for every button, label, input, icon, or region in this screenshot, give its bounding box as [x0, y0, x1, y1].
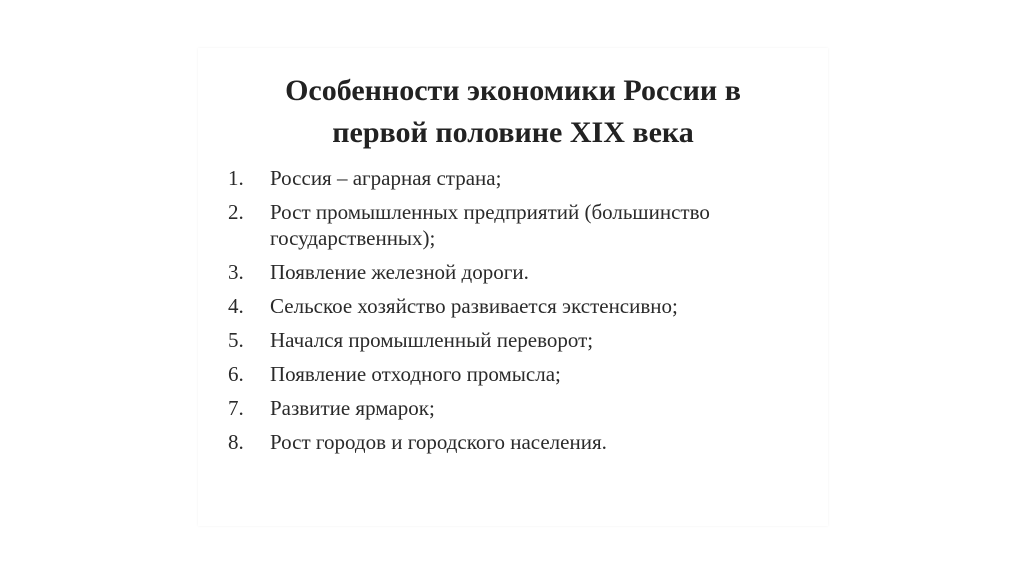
slide [198, 48, 828, 526]
list-item [228, 259, 818, 285]
list-item-number: 7. [228, 396, 244, 420]
list-item [228, 395, 818, 421]
list-item [228, 361, 818, 387]
list-item [228, 327, 818, 353]
list-item-text: Появление отходного промысла; [270, 362, 561, 386]
slide-title [198, 70, 828, 154]
list-item-text: Сельское хозяйство развивается экстенсивно; [270, 294, 678, 318]
list-item-text: Россия – аграрная страна; [270, 166, 502, 190]
list-item-text: Рост промышленных предприятий (большинство государственных); [270, 200, 710, 250]
feature-list [228, 165, 818, 463]
list-item-number: 3. [228, 260, 244, 284]
list-item-text: Начался промышленный переворот; [270, 328, 594, 352]
list-item [228, 165, 818, 191]
list-item-text: Рост городов и городского населения. [270, 430, 607, 454]
list-item-number: 4. [228, 294, 244, 318]
list-item-number: 6. [228, 362, 244, 386]
list-item-number: 5. [228, 328, 244, 352]
list-item-number: 8. [228, 430, 244, 454]
list-item [228, 199, 818, 251]
list-item-text: Появление железной дороги. [270, 260, 529, 284]
list-item-number: 2. [228, 200, 244, 224]
list-item [228, 429, 818, 455]
list-item-number: 1. [228, 166, 244, 190]
list-item-text: Развитие ярмарок; [270, 396, 435, 420]
title-line-1: Особенности экономики России в [285, 74, 741, 107]
list-item [228, 293, 818, 319]
title-line-2: первой половине XIX века [332, 116, 694, 149]
